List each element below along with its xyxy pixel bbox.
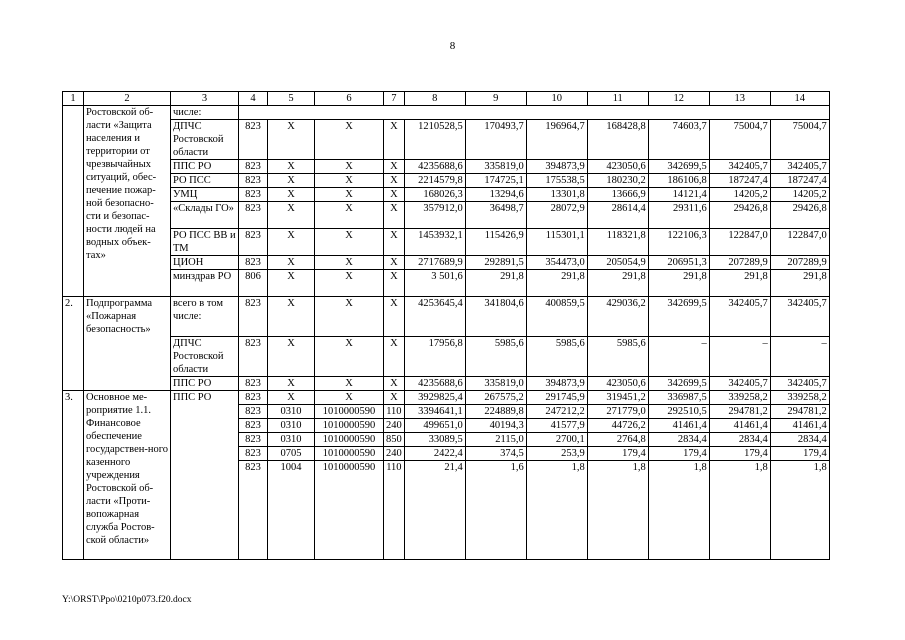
table-cell: 342405,7 — [770, 377, 829, 391]
table-cell: 5985,6 — [587, 337, 648, 377]
table-cell: 823 — [239, 297, 268, 337]
table-cell: Х — [384, 188, 405, 202]
note-row — [63, 106, 830, 120]
table-cell: 291,8 — [648, 270, 709, 297]
table-cell: 17956,8 — [404, 337, 465, 377]
table-cell: 1210528,5 — [404, 120, 465, 160]
table-cell: 0310 — [268, 419, 315, 433]
table-row — [63, 297, 830, 337]
table-cell: 1010000590 — [315, 433, 384, 447]
table-cell: Х — [315, 270, 384, 297]
column-number-header: 10 — [526, 92, 587, 106]
table-cell: Х — [384, 377, 405, 391]
table-cell: Х — [268, 377, 315, 391]
table-cell: 14205,2 — [709, 188, 770, 202]
table-cell: ППС РО — [171, 160, 239, 174]
table-cell: 823 — [239, 160, 268, 174]
table-cell: Х — [384, 120, 405, 160]
table-cell: 342405,7 — [770, 297, 829, 337]
table-cell: Х — [268, 391, 315, 405]
table-cell: 823 — [239, 120, 268, 160]
table-cell: 4235688,6 — [404, 377, 465, 391]
table-cell: Х — [268, 270, 315, 297]
table-cell: 3 501,6 — [404, 270, 465, 297]
table-cell: 240 — [384, 419, 405, 433]
table-cell: 499651,0 — [404, 419, 465, 433]
table-cell: 823 — [239, 202, 268, 229]
table-cell: 0310 — [268, 405, 315, 419]
table-cell: 342405,7 — [770, 160, 829, 174]
table-cell: 29426,8 — [770, 202, 829, 229]
table-cell: Х — [315, 174, 384, 188]
table-cell: 292891,5 — [465, 256, 526, 270]
table-cell: 207289,9 — [709, 256, 770, 270]
table-cell: 179,4 — [587, 447, 648, 461]
table-cell: 75004,7 — [770, 120, 829, 160]
table-cell: 41461,4 — [648, 419, 709, 433]
table-cell: 394873,9 — [526, 160, 587, 174]
table-cell: 1,8 — [770, 461, 829, 560]
table-cell: 1,8 — [526, 461, 587, 560]
table-cell: Х — [315, 229, 384, 256]
table-cell: Х — [268, 202, 315, 229]
table-cell: 294781,2 — [770, 405, 829, 419]
table-cell: ДПЧС Ростовской области — [171, 120, 239, 160]
table-cell: 294781,2 — [709, 405, 770, 419]
table-cell: 13301,8 — [526, 188, 587, 202]
table-cell: 110 — [384, 461, 405, 560]
table-cell: 335819,0 — [465, 377, 526, 391]
table-cell: 33089,5 — [404, 433, 465, 447]
table-cell: 224889,8 — [465, 405, 526, 419]
table-cell: 400859,5 — [526, 297, 587, 337]
table-cell: Х — [268, 337, 315, 377]
note-cell: числе: — [171, 106, 239, 120]
table-cell: 44726,2 — [587, 419, 648, 433]
table-cell: 115301,1 — [526, 229, 587, 256]
table-cell: 823 — [239, 337, 268, 377]
table-cell: 168026,3 — [404, 188, 465, 202]
column-number-header: 1 — [63, 92, 84, 106]
table-cell: 13294,6 — [465, 188, 526, 202]
table-cell: 339258,2 — [709, 391, 770, 405]
column-number-header: 8 — [404, 92, 465, 106]
table-cell: Х — [268, 188, 315, 202]
table-cell: Х — [315, 337, 384, 377]
table-cell: РО ПСС — [171, 174, 239, 188]
page-number: 8 — [449, 40, 456, 52]
table-cell: 1010000590 — [315, 447, 384, 461]
table-cell: 14121,4 — [648, 188, 709, 202]
table-cell: 342405,7 — [709, 377, 770, 391]
table-row — [63, 256, 830, 270]
table-cell: 357912,0 — [404, 202, 465, 229]
table-cell: 5985,6 — [465, 337, 526, 377]
table-cell: 122847,0 — [709, 229, 770, 256]
table-cell: 3394641,1 — [404, 405, 465, 419]
table-cell: 1453932,1 — [404, 229, 465, 256]
table-cell: Х — [384, 229, 405, 256]
table-cell: 168428,8 — [587, 120, 648, 160]
table-row — [63, 160, 830, 174]
table-cell: Х — [384, 337, 405, 377]
table-cell: Х — [268, 229, 315, 256]
table-cell: 823 — [239, 461, 268, 560]
table-cell: 75004,7 — [709, 120, 770, 160]
table-cell: 187247,4 — [770, 174, 829, 188]
table-cell: 0705 — [268, 447, 315, 461]
column-number-header: 9 — [465, 92, 526, 106]
table-cell: 823 — [239, 377, 268, 391]
table-cell: 823 — [239, 391, 268, 405]
table-cell: 41577,9 — [526, 419, 587, 433]
table-cell: Х — [268, 174, 315, 188]
table-cell: Х — [315, 391, 384, 405]
table-cell: 29426,8 — [709, 202, 770, 229]
file-path-footer: Y:\ORST\Ppo\0210p073.f20.docx — [62, 595, 192, 605]
table-cell: 291,8 — [526, 270, 587, 297]
table-cell: 5985,6 — [526, 337, 587, 377]
table-row — [63, 188, 830, 202]
table-cell: 175538,5 — [526, 174, 587, 188]
table-cell: 207289,9 — [770, 256, 829, 270]
table-cell: 2764,8 — [587, 433, 648, 447]
table-cell: Х — [384, 297, 405, 337]
table-cell: 1010000590 — [315, 419, 384, 433]
table-cell: 341804,6 — [465, 297, 526, 337]
table-cell: всего в том числе: — [171, 297, 239, 337]
column-number-header: 4 — [239, 92, 268, 106]
table-cell: 423050,6 — [587, 160, 648, 174]
budget-table — [62, 91, 830, 560]
table-cell: 342699,5 — [648, 160, 709, 174]
table-cell: 292510,5 — [648, 405, 709, 419]
table-cell: 336987,5 — [648, 391, 709, 405]
table-cell: 14205,2 — [770, 188, 829, 202]
row-number: 3. — [63, 391, 84, 560]
section-name: Основное ме-роприятие 1.1. Финансовое обеспечение государствен-ного казенного учреждения Ростовской об-ласти «Проти-вопожарная служба Ростов-ской области» — [84, 391, 171, 560]
table-cell: 291,8 — [709, 270, 770, 297]
table-cell: 267575,2 — [465, 391, 526, 405]
table-cell: РО ПСС ВВ и ТМ — [171, 229, 239, 256]
table-cell: 13666,9 — [587, 188, 648, 202]
table-cell: Х — [268, 297, 315, 337]
table-cell: 271779,0 — [587, 405, 648, 419]
table-cell: 394873,9 — [526, 377, 587, 391]
table-cell: 342405,7 — [709, 160, 770, 174]
table-cell: 319451,2 — [587, 391, 648, 405]
table-cell: 342699,5 — [648, 297, 709, 337]
table-cell: 28614,4 — [587, 202, 648, 229]
table-cell: 118321,8 — [587, 229, 648, 256]
table-cell: 2700,1 — [526, 433, 587, 447]
table-cell: Х — [384, 160, 405, 174]
column-number-header: 11 — [587, 92, 648, 106]
table-cell: Х — [315, 256, 384, 270]
table-cell: Х — [315, 377, 384, 391]
table-cell: 187247,4 — [709, 174, 770, 188]
table-cell: 823 — [239, 229, 268, 256]
table-cell: 1,8 — [587, 461, 648, 560]
table-cell: 41461,4 — [770, 419, 829, 433]
table-cell: УМЦ — [171, 188, 239, 202]
table-cell: 823 — [239, 188, 268, 202]
table-cell: Х — [384, 174, 405, 188]
column-number-header: 5 — [268, 92, 315, 106]
table-row — [63, 377, 830, 391]
table-cell: Х — [384, 202, 405, 229]
empty-cell — [239, 106, 830, 120]
table-cell: 2422,4 — [404, 447, 465, 461]
table-row — [63, 174, 830, 188]
table-cell: 179,4 — [770, 447, 829, 461]
table-cell: 342699,5 — [648, 377, 709, 391]
table-cell: 1,6 — [465, 461, 526, 560]
table-cell: 36498,7 — [465, 202, 526, 229]
table-row — [63, 337, 830, 377]
table-cell: 823 — [239, 174, 268, 188]
table-cell: 423050,6 — [587, 377, 648, 391]
section-name: Ростовской об-ласти «Защита населения и территории от чрезвычайных ситуаций, обес-печение пожар-ной безопасно-сти и безопас-ности людей на водных объек-тах» — [84, 106, 171, 297]
executor-cell: ППС РО — [171, 391, 239, 560]
table-cell: 110 — [384, 405, 405, 419]
table-cell: 291,8 — [770, 270, 829, 297]
table-cell: 122847,0 — [770, 229, 829, 256]
table-cell: 1,8 — [709, 461, 770, 560]
table-cell: Х — [268, 160, 315, 174]
table-cell: 2834,4 — [709, 433, 770, 447]
table-cell: 115426,9 — [465, 229, 526, 256]
table-cell: Х — [315, 120, 384, 160]
table-cell: 174725,1 — [465, 174, 526, 188]
table-cell: Х — [315, 188, 384, 202]
table-cell: 291,8 — [587, 270, 648, 297]
table-cell: 806 — [239, 270, 268, 297]
table-cell: 2115,0 — [465, 433, 526, 447]
table-cell: 823 — [239, 419, 268, 433]
table-cell: ЦИОН — [171, 256, 239, 270]
table-row — [63, 202, 830, 229]
table-cell: 342405,7 — [709, 297, 770, 337]
column-number-header: 2 — [84, 92, 171, 106]
table-cell: 823 — [239, 256, 268, 270]
header-row — [63, 92, 830, 106]
table-cell: 291,8 — [465, 270, 526, 297]
table-cell: 429036,2 — [587, 297, 648, 337]
table-cell: 0310 — [268, 433, 315, 447]
table-cell: Х — [315, 297, 384, 337]
table-cell: Х — [315, 160, 384, 174]
table-cell: – — [648, 337, 709, 377]
table-cell: 1,8 — [648, 461, 709, 560]
table-cell: Х — [384, 270, 405, 297]
table-cell: 179,4 — [648, 447, 709, 461]
table-cell: 1010000590 — [315, 405, 384, 419]
table-cell: 240 — [384, 447, 405, 461]
table-cell: 354473,0 — [526, 256, 587, 270]
table-cell: Х — [384, 256, 405, 270]
row-number: 2. — [63, 297, 84, 391]
table-cell: Х — [384, 391, 405, 405]
table-cell: 179,4 — [709, 447, 770, 461]
table-cell: ДПЧС Ростовской области — [171, 337, 239, 377]
table-cell: 291745,9 — [526, 391, 587, 405]
table-cell: 4253645,4 — [404, 297, 465, 337]
table-cell: 247212,2 — [526, 405, 587, 419]
row-number-cell — [63, 106, 84, 297]
table-cell: 1010000590 — [315, 461, 384, 560]
table-cell: 2834,4 — [648, 433, 709, 447]
table-cell: 1004 — [268, 461, 315, 560]
table-cell: Х — [268, 256, 315, 270]
table-cell: 253,9 — [526, 447, 587, 461]
table-cell: Х — [315, 202, 384, 229]
table-cell: ППС РО — [171, 377, 239, 391]
table-cell: 28072,9 — [526, 202, 587, 229]
table-cell: 180230,2 — [587, 174, 648, 188]
table-cell: 823 — [239, 405, 268, 419]
column-number-header: 3 — [171, 92, 239, 106]
table-cell: 3929825,4 — [404, 391, 465, 405]
table-cell: 205054,9 — [587, 256, 648, 270]
column-number-header: 7 — [384, 92, 405, 106]
table-cell: 339258,2 — [770, 391, 829, 405]
table-cell: 122106,3 — [648, 229, 709, 256]
table-cell: 170493,7 — [465, 120, 526, 160]
column-number-header: 13 — [709, 92, 770, 106]
table-cell: 2717689,9 — [404, 256, 465, 270]
table-cell: 850 — [384, 433, 405, 447]
table-cell: 335819,0 — [465, 160, 526, 174]
table-cell: Х — [268, 120, 315, 160]
table-row — [63, 391, 830, 405]
table-cell: 41461,4 — [709, 419, 770, 433]
table-cell: 206951,3 — [648, 256, 709, 270]
table-cell: 823 — [239, 447, 268, 461]
table-cell: 196964,7 — [526, 120, 587, 160]
table-cell: 2214579,8 — [404, 174, 465, 188]
table-cell: 21,4 — [404, 461, 465, 560]
table-cell: 29311,6 — [648, 202, 709, 229]
table-cell: 74603,7 — [648, 120, 709, 160]
table-row — [63, 229, 830, 256]
table-cell: 40194,3 — [465, 419, 526, 433]
table-row — [63, 270, 830, 297]
table-cell: 823 — [239, 433, 268, 447]
column-number-header: 6 — [315, 92, 384, 106]
table-cell: 374,5 — [465, 447, 526, 461]
table-cell: 4235688,6 — [404, 160, 465, 174]
table-cell: – — [770, 337, 829, 377]
column-number-header: 14 — [770, 92, 829, 106]
table-cell: 186106,8 — [648, 174, 709, 188]
section-name: Подпрограмма «Пожарная безопасность» — [84, 297, 171, 391]
table-cell: – — [709, 337, 770, 377]
table-row — [63, 120, 830, 160]
column-number-header: 12 — [648, 92, 709, 106]
table-cell: 2834,4 — [770, 433, 829, 447]
table-cell: «Склады ГО» — [171, 202, 239, 229]
table-cell: минздрав РО — [171, 270, 239, 297]
